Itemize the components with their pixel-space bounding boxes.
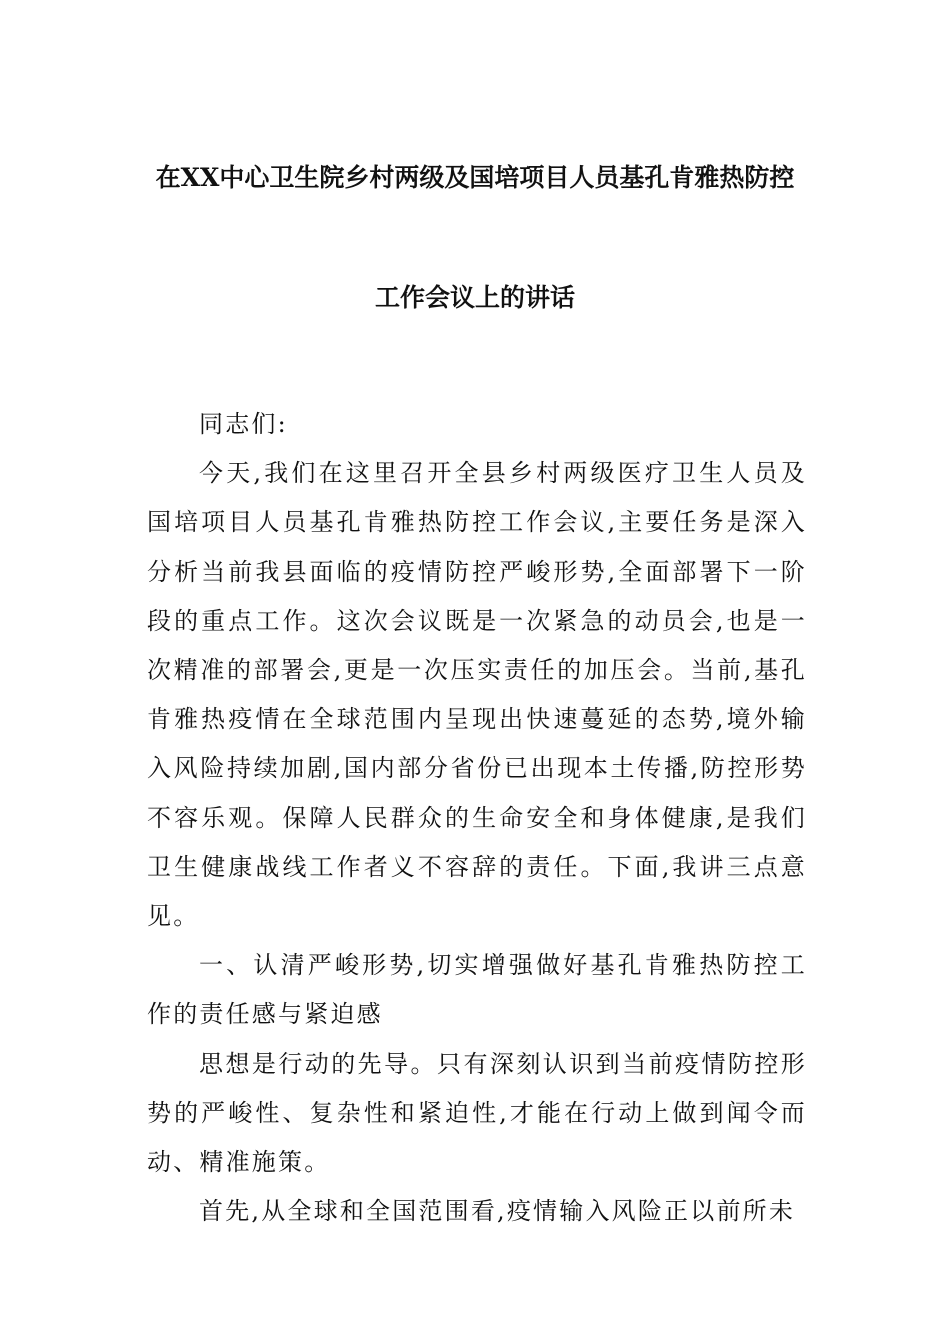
section-heading-1: 一、认清严峻形势,切实增强做好基孔肯雅热防控工作的责任感与紧迫感 <box>147 951 807 1029</box>
document-title-line-2: 工作会议上的讲话 <box>374 283 575 312</box>
document-title-line-1: 在XX中心卫生院乡村两级及国培项目人员基孔肯雅热防控 <box>155 163 795 192</box>
paragraph-first-point: 首先,从全球和全国范围看,疫情输入风险正以前所未 <box>199 1197 796 1226</box>
document-body <box>147 400 807 1236</box>
paragraph-thought-guidance: 思想是行动的先导。只有深刻认识到当前疫情防控形势的严峻性、复杂性和紧迫性,才能在行动上做到闻令而动、精准施策。 <box>147 1049 807 1177</box>
salutation: 同志们: <box>199 410 288 438</box>
paragraph-introduction: 今天,我们在这里召开全县乡村两级医疗卫生人员及国培项目人员基孔肯雅热防控工作会议,主要任务是深入分析当前我县面临的疫情防控严峻形势,全面部署下一阶段的重点工作。这次会议既是一次紧急的动员会,也是一次精准的部署会,更是一次压实责任的加压会。当前,基孔肯雅热疫情在全球范围内呈现出快速蔓延的态势,境外输入风险持续加剧,国内部分省份已出现本土传播,防控形势不容乐观。保障人民群众的生命安全和身体健康,是我们卫生健康战线工作者义不容辞的责任。下面,我讲三点意见。 <box>147 459 807 931</box>
